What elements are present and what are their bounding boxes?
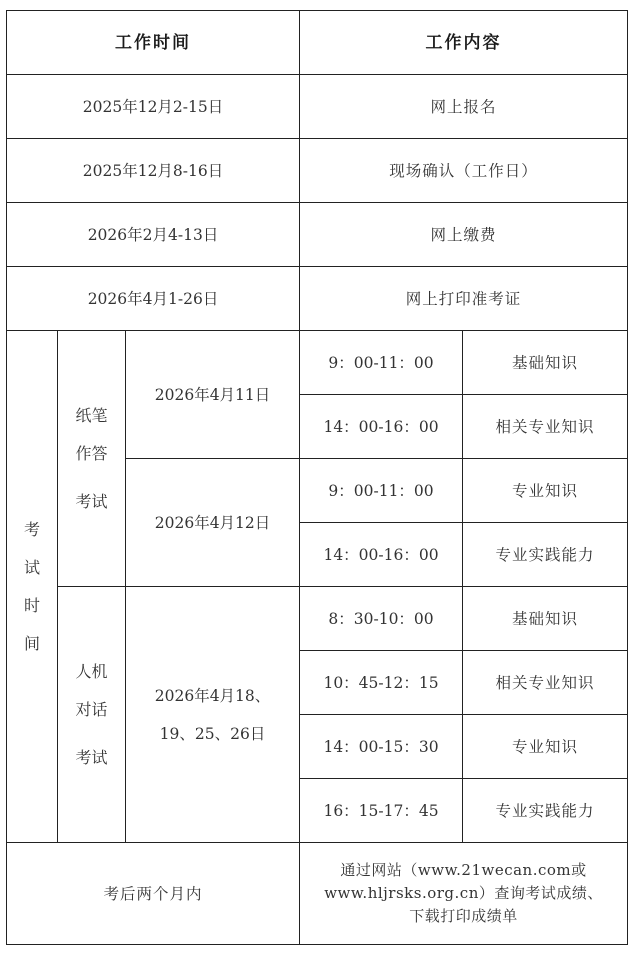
footer-line3: 下载打印成绩单: [409, 907, 518, 925]
table-row: [7, 75, 628, 139]
session-subject: 专业知识: [463, 715, 628, 779]
session-subject: 基础知识: [463, 587, 628, 651]
session-subject: 基础知识: [463, 331, 628, 395]
session-time: 16：15-17：45: [300, 779, 463, 843]
row-content: 现场确认（工作日）: [300, 139, 628, 203]
footer-content: [300, 843, 628, 945]
header-row: [7, 11, 628, 75]
session-time: 9：00-11：00: [300, 459, 463, 523]
session-subject: 相关专业知识: [463, 395, 628, 459]
footer-row: [7, 843, 628, 945]
exam-row: [7, 331, 628, 395]
session-time: 8：30-10：00: [300, 587, 463, 651]
table-row: [7, 139, 628, 203]
exam-date: 2026年4月11日: [126, 331, 300, 459]
session-time: 14：00-15：30: [300, 715, 463, 779]
session-time: 14：00-16：00: [300, 523, 463, 587]
written-exam-label-b: 考试: [75, 491, 108, 511]
footer-line1: 通过网站（www.21wecan.com或: [340, 861, 587, 879]
footer-time: 考后两个月内: [7, 843, 300, 945]
header-work-time: 工作时间: [7, 11, 300, 75]
footer-line2: www.hljrsks.org.cn）查询考试成绩、: [324, 884, 603, 902]
exam-time-label-text: 考试时间: [23, 519, 40, 653]
session-subject: 专业实践能力: [463, 523, 628, 587]
header-work-content: 工作内容: [300, 11, 628, 75]
row-content: 网上缴费: [300, 203, 628, 267]
session-subject: 专业知识: [463, 459, 628, 523]
exam-row: [7, 587, 628, 651]
table-row: [7, 203, 628, 267]
session-time: 10：45-12：15: [300, 651, 463, 715]
row-time: 2026年2月4-13日: [7, 203, 300, 267]
row-time: 2025年12月2-15日: [7, 75, 300, 139]
exam-time-label: [7, 331, 58, 843]
written-exam-label: [58, 331, 126, 587]
schedule-table: [6, 10, 628, 945]
row-time: 2025年12月8-16日: [7, 139, 300, 203]
row-content: 网上报名: [300, 75, 628, 139]
computer-exam-label: [58, 587, 126, 843]
computer-exam-label-a: 人机对话: [75, 661, 108, 719]
table-row: [7, 267, 628, 331]
written-exam-label-a: 纸笔作答: [75, 405, 108, 463]
session-time: 9：00-11：00: [300, 331, 463, 395]
session-subject: 相关专业知识: [463, 651, 628, 715]
exam-date: 2026年4月12日: [126, 459, 300, 587]
computer-exam-date-line1: 2026年4月18、: [154, 686, 271, 705]
session-subject: 专业实践能力: [463, 779, 628, 843]
session-time: 14：00-16：00: [300, 395, 463, 459]
computer-exam-date-line2: 19、25、26日: [159, 724, 266, 743]
row-time: 2026年4月1-26日: [7, 267, 300, 331]
computer-exam-label-b: 考试: [75, 747, 108, 767]
computer-exam-dates: [126, 587, 300, 843]
row-content: 网上打印准考证: [300, 267, 628, 331]
